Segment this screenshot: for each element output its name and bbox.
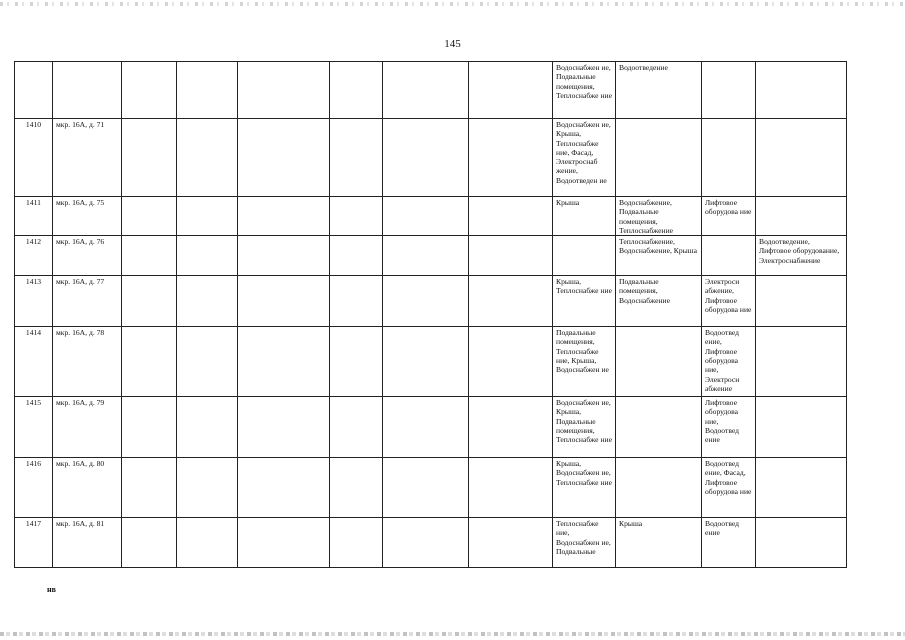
empty-cell <box>238 276 330 327</box>
address-cell: мкр. 16А, д. 80 <box>53 458 122 518</box>
works-cell <box>702 119 756 197</box>
works-cell: Лифтовое оборудова ние, Водоотвед ение <box>702 397 756 458</box>
empty-cell <box>177 62 238 119</box>
empty-cell <box>469 458 553 518</box>
works-cell: Крыша <box>616 518 702 568</box>
works-cell: Крыша <box>553 197 616 236</box>
table-row <box>15 397 847 458</box>
address-cell: мкр. 16А, д. 78 <box>53 327 122 397</box>
table-row <box>15 119 847 197</box>
empty-cell <box>238 197 330 236</box>
empty-cell <box>330 458 383 518</box>
empty-cell <box>238 327 330 397</box>
works-cell <box>756 276 847 327</box>
works-cell <box>756 458 847 518</box>
empty-cell <box>330 276 383 327</box>
footer-mark: нв <box>47 585 56 594</box>
empty-cell <box>177 197 238 236</box>
row-number: 1417 <box>15 518 53 568</box>
empty-cell <box>177 458 238 518</box>
table-row <box>15 62 847 119</box>
works-cell: Водоотвед ение, Фасад, Лифтовое оборудова ние <box>702 458 756 518</box>
row-number: 1412 <box>15 236 53 276</box>
empty-cell <box>177 327 238 397</box>
row-number: 1416 <box>15 458 53 518</box>
empty-cell <box>330 197 383 236</box>
empty-cell <box>177 119 238 197</box>
empty-cell <box>122 119 177 197</box>
empty-cell <box>383 458 469 518</box>
works-cell: Крыша, Теплоснабже ние <box>553 276 616 327</box>
empty-cell <box>177 276 238 327</box>
empty-cell <box>469 119 553 197</box>
works-cell: Водоотведение <box>616 62 702 119</box>
address-cell: мкр. 16А, д. 79 <box>53 397 122 458</box>
works-cell <box>756 397 847 458</box>
row-number: 1415 <box>15 397 53 458</box>
empty-cell <box>330 518 383 568</box>
empty-cell <box>177 236 238 276</box>
empty-cell <box>383 518 469 568</box>
row-number: 1410 <box>15 119 53 197</box>
empty-cell <box>238 119 330 197</box>
empty-cell <box>122 276 177 327</box>
empty-cell <box>330 236 383 276</box>
address-cell: мкр. 16А, д. 75 <box>53 197 122 236</box>
row-number <box>15 62 53 119</box>
empty-cell <box>122 197 177 236</box>
works-cell <box>616 397 702 458</box>
works-cell <box>756 197 847 236</box>
empty-cell <box>330 327 383 397</box>
empty-cell <box>238 397 330 458</box>
works-cell: Подвальные помещения, Водоснабжение <box>616 276 702 327</box>
empty-cell <box>177 518 238 568</box>
works-cell <box>756 327 847 397</box>
empty-cell <box>177 397 238 458</box>
table-row <box>15 458 847 518</box>
empty-cell <box>383 327 469 397</box>
works-cell <box>553 236 616 276</box>
empty-cell <box>469 518 553 568</box>
works-cell: Водоотведение, Лифтовое оборудование, Электроснабжение <box>756 236 847 276</box>
empty-cell <box>122 62 177 119</box>
works-cell <box>616 458 702 518</box>
empty-cell <box>330 397 383 458</box>
empty-cell <box>238 458 330 518</box>
empty-cell <box>330 62 383 119</box>
works-cell: Водоснабжен ие, Крыша, Подвальные помещения, Теплоснабже ние <box>553 397 616 458</box>
works-cell <box>756 518 847 568</box>
row-number: 1411 <box>15 197 53 236</box>
works-cell: Водоснабжение, Подвальные помещения, Теплоснабжение <box>616 197 702 236</box>
works-cell: Водоотвед ение, Лифтовое оборудова ние, Электроси абжение <box>702 327 756 397</box>
works-cell: Теплоснабже ние, Водоснабжен ие, Подвальные <box>553 518 616 568</box>
empty-cell <box>122 518 177 568</box>
empty-cell <box>469 397 553 458</box>
empty-cell <box>383 276 469 327</box>
address-cell <box>53 62 122 119</box>
works-cell <box>756 119 847 197</box>
empty-cell <box>469 62 553 119</box>
table-row <box>15 518 847 568</box>
table-row <box>15 327 847 397</box>
row-number: 1413 <box>15 276 53 327</box>
empty-cell <box>122 458 177 518</box>
empty-cell <box>383 119 469 197</box>
empty-cell <box>122 236 177 276</box>
empty-cell <box>122 397 177 458</box>
empty-cell <box>383 197 469 236</box>
table-row <box>15 197 847 236</box>
empty-cell <box>383 236 469 276</box>
works-cell <box>756 62 847 119</box>
works-cell: Крыша, Водоснабжен ие, Теплоснабже ние <box>553 458 616 518</box>
empty-cell <box>383 62 469 119</box>
works-cell: Водоотвед ение <box>702 518 756 568</box>
address-cell: мкр. 16А, д. 81 <box>53 518 122 568</box>
empty-cell <box>238 518 330 568</box>
empty-cell <box>469 197 553 236</box>
address-cell: мкр. 16А, д. 77 <box>53 276 122 327</box>
works-cell <box>702 62 756 119</box>
empty-cell <box>469 276 553 327</box>
empty-cell <box>238 236 330 276</box>
empty-cell <box>383 397 469 458</box>
works-cell: Электроси абжение, Лифтовое оборудова ние <box>702 276 756 327</box>
empty-cell <box>122 327 177 397</box>
works-cell: Лифтовое оборудова ние <box>702 197 756 236</box>
works-cell <box>702 236 756 276</box>
empty-cell <box>330 119 383 197</box>
works-cell: Подвальные помещения, Теплоснабже ние, Крыша, Водоснабжен ие <box>553 327 616 397</box>
table-row <box>15 236 847 276</box>
works-cell: Теплоснабжение, Водоснабжение, Крыша <box>616 236 702 276</box>
works-cell: Водоснабжен ие, Крыша, Теплоснабже ние, Фасад, Электроснаб жение, Водоотведен ие <box>553 119 616 197</box>
works-cell: Водоснабжен ие, Подвальные помещения, Теплоснабже ние <box>553 62 616 119</box>
works-cell <box>616 119 702 197</box>
works-cell <box>616 327 702 397</box>
address-cell: мкр. 16А, д. 76 <box>53 236 122 276</box>
empty-cell <box>469 327 553 397</box>
row-number: 1414 <box>15 327 53 397</box>
scan-artifact-bottom <box>0 632 905 636</box>
empty-cell <box>238 62 330 119</box>
table-row <box>15 276 847 327</box>
empty-cell <box>469 236 553 276</box>
address-cell: мкр. 16А, д. 71 <box>53 119 122 197</box>
page-number: 145 <box>444 38 461 50</box>
scan-artifact-top <box>0 2 905 6</box>
repair-schedule-table <box>14 61 847 568</box>
